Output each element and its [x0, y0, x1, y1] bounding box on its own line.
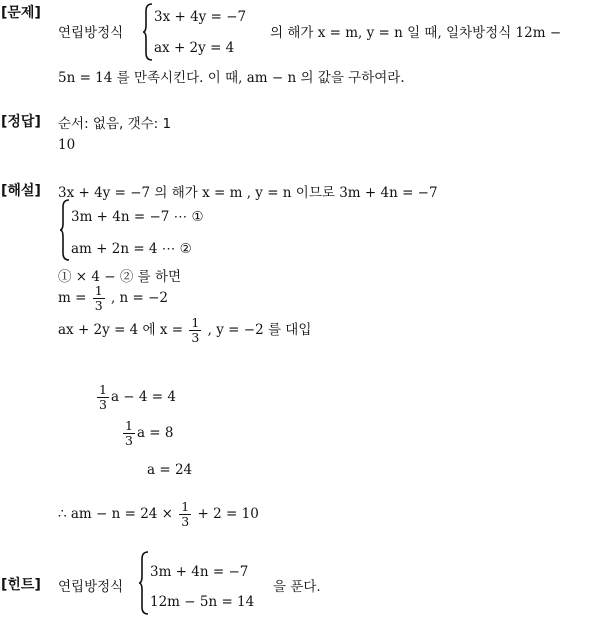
fraction-one-third: $\frac{1}{3}$: [99, 382, 107, 412]
calc-line3: a = 24: [147, 462, 193, 478]
hint-outro: 을 푼다.: [273, 579, 321, 595]
calc-line2: $\frac{1}{3}$ a = 8: [125, 418, 174, 448]
solution-m-value: m = $\frac{1}{3}$ , n = −2: [58, 283, 169, 313]
problem-text-line1: 의 해가 x = m, y = n 일 때, 일차방정식 12m −: [270, 25, 562, 41]
fraction-one-third: $\frac{1}{3}$: [181, 499, 190, 529]
hint-eq1: 3m + 4n = −7: [150, 564, 249, 580]
fraction-one-third: $\frac{1}{3}$: [191, 315, 200, 345]
solution-substitute: ax + 2y = 4 에 x = $\frac{1}{3}$ , y = −2 를 대입: [58, 315, 312, 345]
hint-label: [힌트]: [1, 577, 41, 593]
fraction-one-third: $\frac{1}{3}$: [94, 283, 103, 313]
hint-intro: 연립방정식: [58, 579, 124, 595]
problem-intro: 연립방정식: [58, 25, 124, 41]
solution-label: [해설]: [1, 183, 41, 199]
solution-system-eq2: am + 2n = 4 ⋯ ②: [71, 241, 192, 257]
solution-brace: [59, 199, 71, 261]
solution-system-eq1: 3m + 4n = −7 ⋯ ①: [71, 209, 204, 225]
hint-brace: [138, 551, 150, 615]
problem-brace: [142, 3, 154, 61]
hint-eq2: 12m − 5n = 14: [150, 594, 255, 610]
problem-eq2: ax + 2y = 4: [154, 40, 235, 56]
fraction-one-third: $\frac{1}{3}$: [125, 418, 133, 448]
calc-line1: $\frac{1}{3}$ a − 4 = 4: [99, 382, 176, 412]
solution-step: ① × 4 − ② 를 하면: [58, 269, 182, 285]
problem-label: [문제]: [1, 5, 41, 21]
problem-eq1: 3x + 4y = −7: [154, 9, 247, 25]
problem-text-line2: 5n = 14 를 만족시킨다. 이 때, am − n 의 값을 구하여라.: [58, 70, 405, 86]
solution-final: ∴ am − n = 24 × $\frac{1}{3}$ + 2 = 10: [58, 499, 259, 529]
answer-label: [정답]: [1, 114, 41, 130]
solution-line1: 3x + 4y = −7 의 해가 x = m , y = n 이므로 3m + 4n = −7: [58, 185, 438, 201]
answer-meta: 순서: 없음, 갯수: 1: [58, 116, 172, 132]
answer-value: 10: [58, 137, 76, 153]
